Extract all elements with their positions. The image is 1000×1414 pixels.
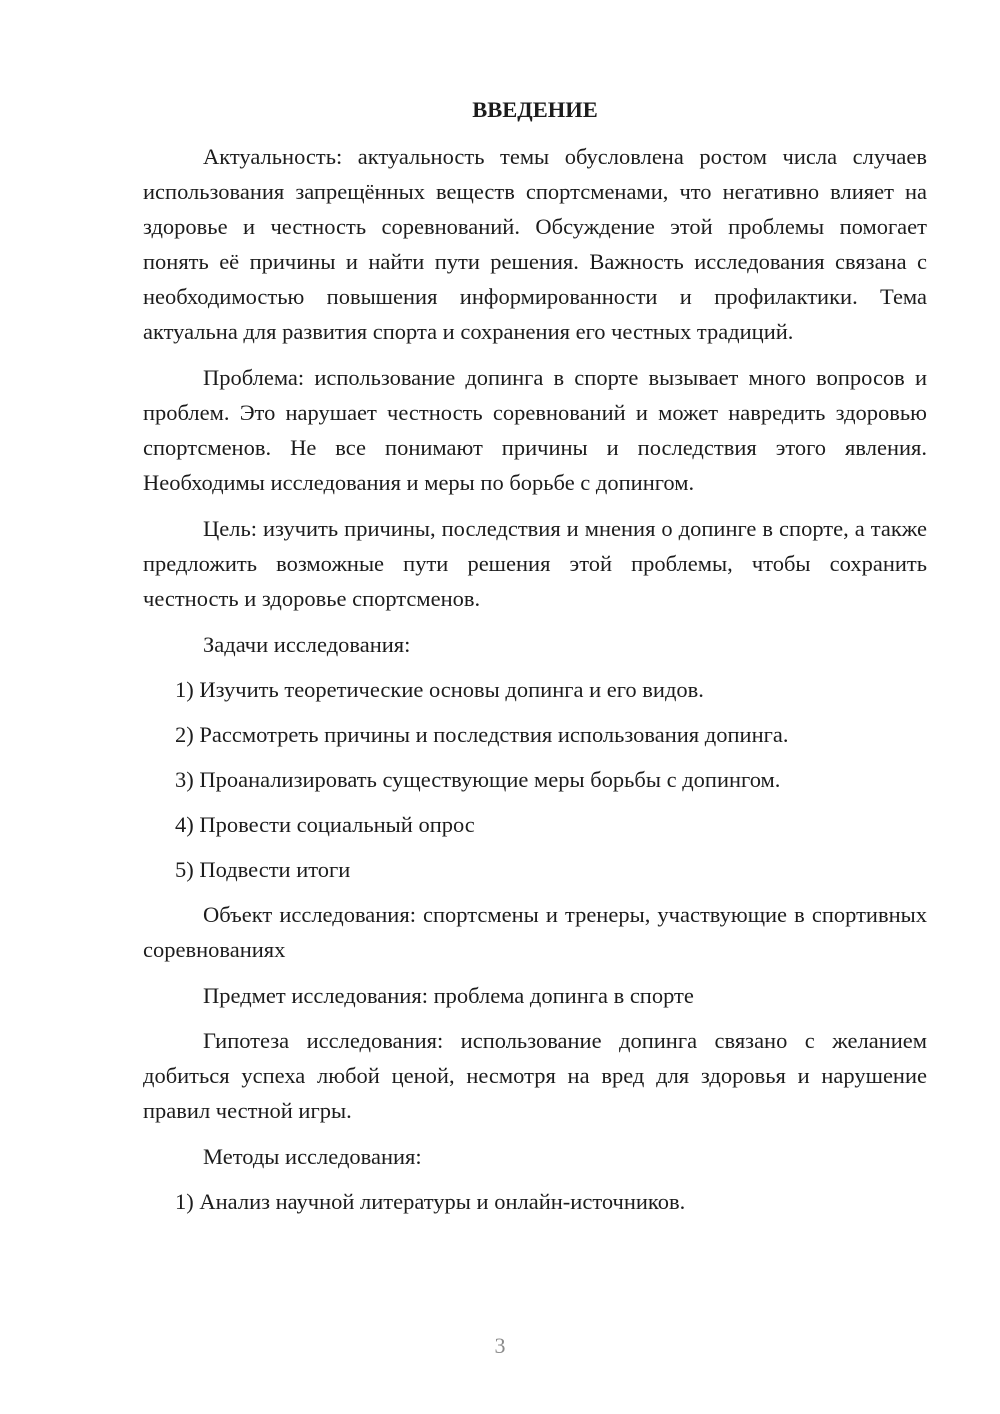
- tasks-heading: Задачи исследования:: [203, 632, 411, 657]
- object-paragraph: Объект исследования: спортсмены и тренеры, участвующие в спортивных соревнованиях: [143, 902, 927, 962]
- methods-heading: Методы исследования:: [203, 1144, 422, 1169]
- hypothesis-paragraph: Гипотеза исследования: использование допинга связано с желанием добиться успеха любой ценой, несмотря на вред для здоровья и нарушение правил честной игры.: [143, 1028, 927, 1123]
- document-page: [143, 92, 927, 1229]
- task-item: 5) Подвести итоги: [175, 857, 351, 882]
- page-number: 3: [494, 1333, 506, 1358]
- section-title: ВВЕДЕНИЕ: [472, 97, 598, 122]
- problem-paragraph: Проблема: использование допинга в спорте вызывает много вопросов и проблем. Это нарушает честность соревнований и может навредить здоровью спортсменов. Не все понимают причины и последствия этого явления. Необходимы исследования и меры по борьбе с допингом.: [143, 365, 927, 495]
- relevance-paragraph: Актуальность: актуальность темы обусловлена ростом числа случаев использования запрещённых веществ спортсменами, что негативно влияет на здоровье и честность соревнований. Обсуждение этой проблемы помогает понять её причины и найти пути решения. Важность исследования связана с необходимостью повышения информированности и профилактики. Тема актуальна для развития спорта и сохранения его честных традиций.: [143, 144, 927, 344]
- task-item: 1) Изучить теоретические основы допинга и его видов.: [175, 677, 704, 702]
- task-item: 3) Проанализировать существующие меры борьбы с допингом.: [175, 767, 781, 792]
- task-item: 4) Провести социальный опрос: [175, 812, 475, 837]
- goal-paragraph: Цель: изучить причины, последствия и мнения о допинге в спорте, а также предложить возможные пути решения этой проблемы, чтобы сохранить честность и здоровье спортсменов.: [143, 516, 927, 611]
- subject-paragraph: Предмет исследования: проблема допинга в спорте: [203, 983, 694, 1008]
- task-item: 2) Рассмотреть причины и последствия использования допинга.: [175, 722, 789, 747]
- method-item: 1) Анализ научной литературы и онлайн-источников.: [175, 1189, 686, 1214]
